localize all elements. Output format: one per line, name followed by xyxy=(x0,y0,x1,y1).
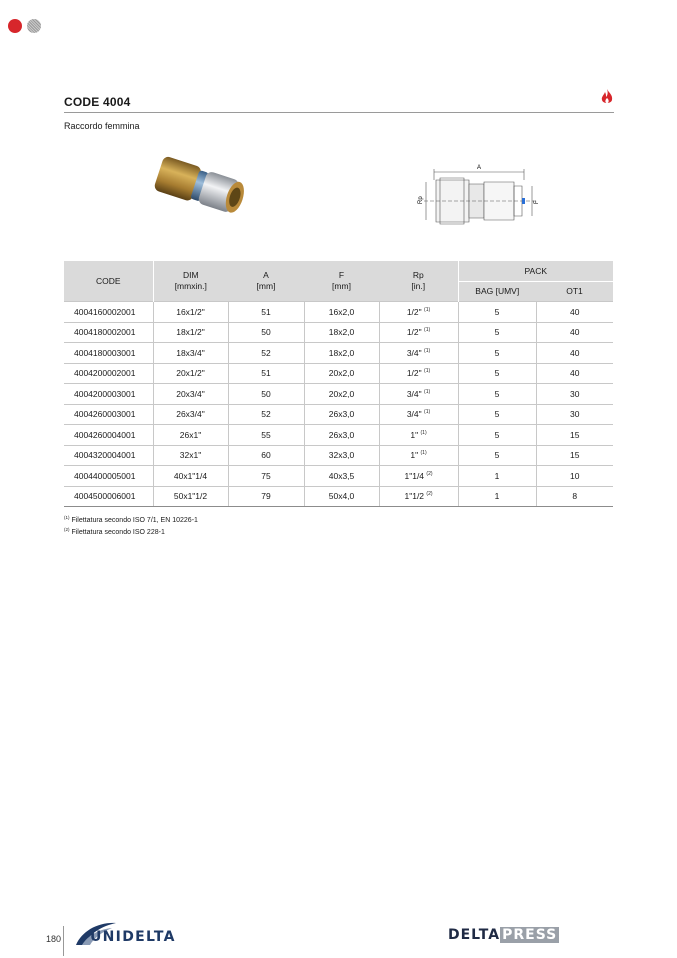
cell-a: 52 xyxy=(228,343,304,364)
cell-ot1: 10 xyxy=(536,466,613,487)
cell-code: 4004180002001 xyxy=(64,322,153,343)
cell-a: 60 xyxy=(228,445,304,466)
page-subtitle: Raccordo femmina xyxy=(64,121,140,131)
cell-bag: 5 xyxy=(458,343,536,364)
col-header-a: A [mm] xyxy=(228,261,304,302)
col-header-pack: PACK xyxy=(458,261,613,282)
cell-code: 4004260004001 xyxy=(64,425,153,446)
cell-bag: 1 xyxy=(458,486,536,507)
page-number-divider xyxy=(63,926,64,956)
cell-code: 4004180003001 xyxy=(64,343,153,364)
page-title: CODE 4004 xyxy=(64,95,131,109)
col-header-dim: DIM [mmxin.] xyxy=(153,261,228,302)
cell-dim: 26x3/4" xyxy=(153,404,228,425)
table-row xyxy=(64,466,613,487)
cell-code: 4004320004001 xyxy=(64,445,153,466)
cell-ot1: 15 xyxy=(536,445,613,466)
cell-ot1: 30 xyxy=(536,384,613,405)
cell-dim: 50x1"1/2 xyxy=(153,486,228,507)
dim-label-a: A xyxy=(477,165,482,171)
table-row xyxy=(64,384,613,405)
cell-ot1: 40 xyxy=(536,363,613,384)
cell-f: 20x2,0 xyxy=(304,384,379,405)
cell-rp: 3/4" $^{(1)}$ xyxy=(379,404,458,425)
cell-ot1: 40 xyxy=(536,343,613,364)
cell-code: 4004260003001 xyxy=(64,404,153,425)
cell-bag: 5 xyxy=(458,425,536,446)
cell-bag: 5 xyxy=(458,404,536,425)
cell-code: 4004400005001 xyxy=(64,466,153,487)
cell-ot1: 15 xyxy=(536,425,613,446)
cell-code: 4004160002001 xyxy=(64,302,153,323)
col-header-rp: Rp [in.] xyxy=(379,261,458,302)
dim-label-rp: Rp xyxy=(418,196,424,204)
cell-a: 51 xyxy=(228,363,304,384)
cell-bag: 5 xyxy=(458,363,536,384)
cell-dim: 18x1/2" xyxy=(153,322,228,343)
col-header-bag: BAG [UMV] xyxy=(458,282,536,302)
cell-bag: 5 xyxy=(458,384,536,405)
cell-a: 52 xyxy=(228,404,304,425)
grey-dot-icon xyxy=(27,19,41,33)
cell-f: 18x2,0 xyxy=(304,343,379,364)
cell-rp: 1/2" $^{(1)}$ xyxy=(379,363,458,384)
cell-code: 4004200003001 xyxy=(64,384,153,405)
cell-rp: 1"1/2 $^{(2)}$ xyxy=(379,486,458,507)
table-row xyxy=(64,322,613,343)
product-photo xyxy=(150,152,250,224)
red-dot-icon xyxy=(8,19,22,33)
brand-unidelta: UNIDELTA xyxy=(90,929,176,945)
cell-f: 32x3,0 xyxy=(304,445,379,466)
flame-icon xyxy=(600,88,614,106)
cell-bag: 5 xyxy=(458,302,536,323)
cell-a: 75 xyxy=(228,466,304,487)
cell-rp: 1" $^{(1)}$ xyxy=(379,425,458,446)
cell-f: 20x2,0 xyxy=(304,363,379,384)
cell-f: 40x3,5 xyxy=(304,466,379,487)
table-row xyxy=(64,404,613,425)
cell-rp: 1/2" $^{(1)}$ xyxy=(379,302,458,323)
cell-rp: 3/4" $^{(1)}$ xyxy=(379,384,458,405)
footnotes xyxy=(64,513,198,537)
table-row xyxy=(64,302,613,323)
cell-bag: 5 xyxy=(458,322,536,343)
col-header-ot1: OT1 xyxy=(536,282,613,302)
footnote-2: $^{(2)}$ Filettatura secondo ISO 228-1 xyxy=(64,527,165,536)
technical-drawing xyxy=(414,160,544,230)
cell-a: 50 xyxy=(228,322,304,343)
title-divider xyxy=(64,112,614,113)
table-row xyxy=(64,425,613,446)
spec-table xyxy=(64,261,613,507)
dim-label-f: F xyxy=(534,200,540,204)
cell-code: 4004500006001 xyxy=(64,486,153,507)
cell-ot1: 40 xyxy=(536,302,613,323)
col-header-code: CODE xyxy=(64,261,153,302)
cell-a: 50 xyxy=(228,384,304,405)
page-number: 180 xyxy=(46,934,62,944)
cell-f: 50x4,0 xyxy=(304,486,379,507)
cell-dim: 18x3/4" xyxy=(153,343,228,364)
cell-f: 26x3,0 xyxy=(304,425,379,446)
cell-a: 51 xyxy=(228,302,304,323)
cell-f: 26x3,0 xyxy=(304,404,379,425)
cell-ot1: 30 xyxy=(536,404,613,425)
table-row xyxy=(64,343,613,364)
cell-rp: 3/4" $^{(1)}$ xyxy=(379,343,458,364)
cell-f: 18x2,0 xyxy=(304,322,379,343)
col-header-f: F [mm] xyxy=(304,261,379,302)
footnote-1: $^{(1)}$ Filettatura secondo ISO 7/1, EN 10226-1 xyxy=(64,515,198,524)
cell-dim: 16x1/2" xyxy=(153,302,228,323)
cell-rp: 1/2" $^{(1)}$ xyxy=(379,322,458,343)
cell-code: 4004200002001 xyxy=(64,363,153,384)
cell-bag: 5 xyxy=(458,445,536,466)
cell-rp: 1"1/4 $^{(2)}$ xyxy=(379,466,458,487)
cell-rp: 1" $^{(1)}$ xyxy=(379,445,458,466)
cell-a: 79 xyxy=(228,486,304,507)
table-row xyxy=(64,363,613,384)
cell-ot1: 8 xyxy=(536,486,613,507)
cell-dim: 40x1"1/4 xyxy=(153,466,228,487)
cell-a: 55 xyxy=(228,425,304,446)
cell-ot1: 40 xyxy=(536,322,613,343)
brand-deltapress: DELTA PRESS xyxy=(448,927,558,943)
cell-dim: 20x1/2" xyxy=(153,363,228,384)
cell-dim: 32x1" xyxy=(153,445,228,466)
cell-dim: 20x3/4" xyxy=(153,384,228,405)
table-row xyxy=(64,486,613,507)
table-row xyxy=(64,445,613,466)
cell-bag: 1 xyxy=(458,466,536,487)
cell-f: 16x2,0 xyxy=(304,302,379,323)
cell-dim: 26x1" xyxy=(153,425,228,446)
